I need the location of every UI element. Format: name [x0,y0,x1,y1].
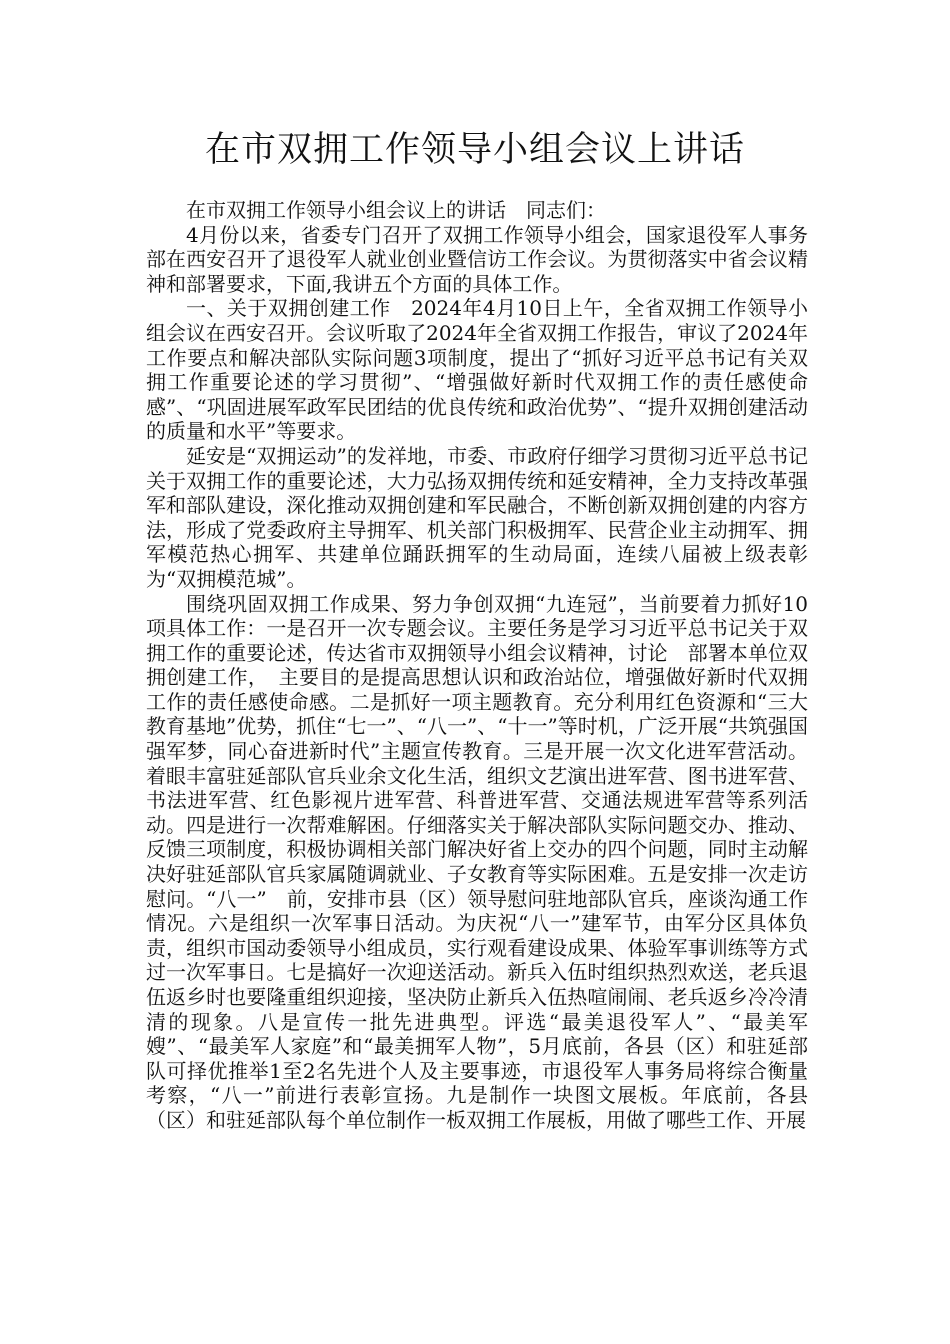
body-paragraph-ten-tasks: 围绕巩固双拥工作成果、努力争创双拥“九连冠”，当前要着力抓好10项具体工作：一是召开一次专题会议。主要任务是学习习近平总书记关于双拥工作的重要论述，传达省市双拥领导小组会议精神，讨论 部署本单位双拥创建工作， 主要目的是提高思想认识和政治站位，增强做好新时代双拥工作的责任感使命感。二是抓好一项主题教育。充分利用红色资源和“三大教育基地”优势，抓住“七一”、“八一”、“十一”等时机，广泛开展“共筑强国强军梦，同心奋进新时代”主题宣传教育。三是开展一次文化进军营活动。着眼丰富驻延部队官兵业余文化生活，组织文艺演出进军营、图书进军营、书法进军营、红色影视片进军营、科普进军营、交通法规进军营等系列活动。四是进行一次帮难解困。仔细落实关于解决部队实际问题交办、推动、反馈三项制度，积极协调相关部门解决好省上交办的四个问题，同时主动解决好驻延部队官兵家属随调就业、子女教育等实际困难。五是安排一次走访慰问。“八一” 前，安排市县（区）领导慰问驻地部队官兵，座谈沟通工作情况。六是组织一次军事日活动。为庆祝“八一”建军节，由军分区具体负责，组织市国动委领导小组成员，实行观看建设成果、体验军事训练等方式过一次军事日。七是搞好一次迎送活动。新兵入伍时组织热烈欢送，老兵退伍返乡时也要隆重组织迎接，坚决防止新兵入伍热喧闹闹、老兵返乡冷冷清清的现象。八是宣传一批先进典型。评选“最美退役军人”、“最美军嫂”、“最美军人家庭”和“最美拥军人物”，5月底前，各县（区）和驻延部队可择优推举1至2名先进个人及主要事迹，市退役军人事务局将综合衡量考察，“八一”前进行表彰宣扬。九是制作一块图文展板。年底前，各县（区）和驻延部队每个单位制作一板双拥工作展板，用做了哪些工作、开展 [146,591,808,1132]
body-paragraph-section-one: 一、关于双拥创建工作 2024年4月10日上午，全省双拥工作领导小组会议在西安召开。会议听取了2024年全省双拥工作报告，审议了2024年工作要点和解决部队实际问题3项制度，提出了“抓好习近平总书记有关双拥工作重要论述的学习贯彻”、“增强做好新时代双拥工作的责任感使命感”、“巩固进展军政军民团结的优良传统和政治优势”、“提升双拥创建活动的质量和水平”等要求。 [146,296,808,444]
document-title: 在市双拥工作领导小组会议上讲话 [204,130,745,170]
body-paragraph-yanan: 延安是“双拥运动”的发祥地，市委、市政府仔细学习贯彻习近平总书记关于双拥工作的重要论述，大力弘扬双拥传统和延安精神，全力支持改革强军和部队建设，深化推动双拥创建和军民融合，不断创新双拥创建的内容方法，形成了党委政府主导拥军、机关部门积极拥军、民营企业主动拥军、拥军模范热心拥军、共建单位踊跃拥军的生动局面，连续八届被上级表彰为“双拥模范城”。 [146,443,808,591]
body-paragraph-intro: 4月份以来，省委专门召开了双拥工作领导小组会，国家退役军人事务部在西安召开了退役军人就业创业暨信访工作会议。为贯彻落实中省会议精神和部署要求，下面,我讲五个方面的具体工作。 [146,222,808,296]
document-body [146,198,808,1133]
body-paragraph-greeting: 在市双拥工作领导小组会议上的讲话 同志们： [186,198,606,222]
